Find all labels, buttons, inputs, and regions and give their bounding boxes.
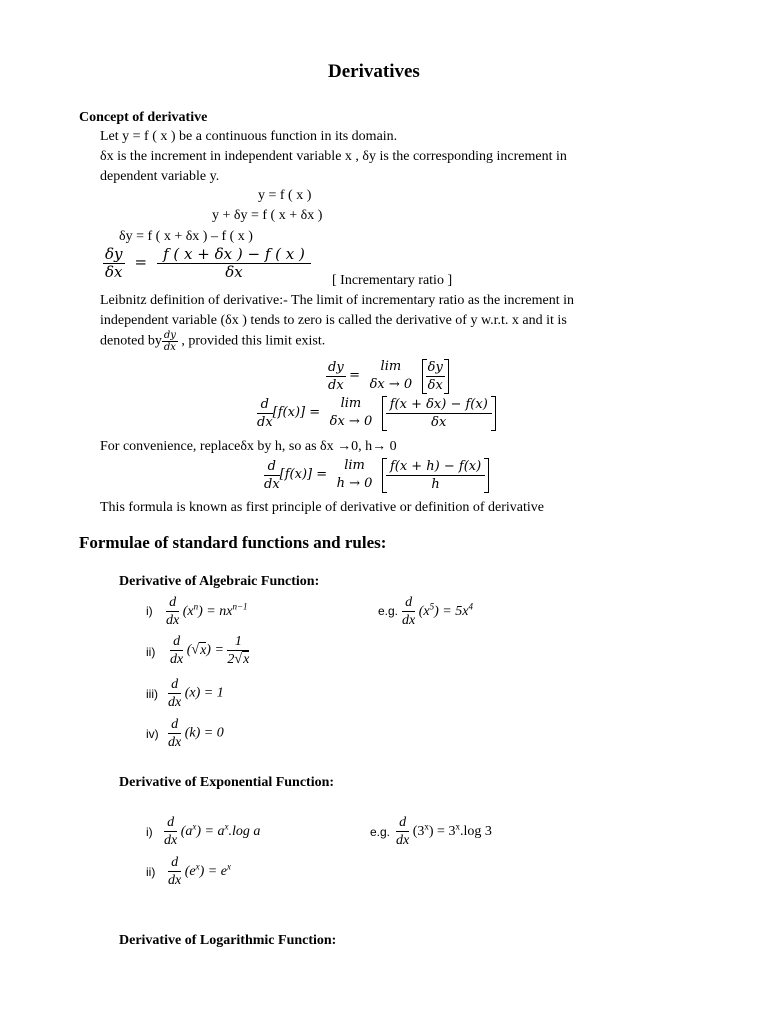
dy-dx-limit-formula: $\frac{dy}{dx}$ = lim δx → 0 $\frac{\delta y}{\delta x}$ xyxy=(326,358,449,394)
incrementary-ratio-note: [ Incrementary ratio ] xyxy=(332,273,453,288)
algebraic-label-2: ii) xyxy=(146,645,156,659)
formulae-heading: Formulae of standard functions and rules: xyxy=(79,533,387,552)
derivative-definition-h: $\frac{d}{dx}$ [f(x)] = lim h → 0 $\frac{f(x + h) - f(x)}{h}$ xyxy=(264,457,489,493)
first-principle-line: This formula is known as first principle of derivative or definition of derivative xyxy=(100,500,544,515)
algebraic-eg-label: e.g. xyxy=(378,604,399,618)
equation-1: y = f ( x ) xyxy=(258,188,312,203)
algebraic-formula-1: $\frac{d}{dx}$ $(x^n) = nx^{n-1}$ xyxy=(166,595,248,628)
concept-line-3: dependent variable y. xyxy=(100,169,220,184)
algebraic-heading: Derivative of Algebraic Function: xyxy=(119,574,320,589)
leibnitz-line-1: Leibnitz definition of derivative:- The limit of incrementary ratio as the increment in xyxy=(100,293,575,308)
concept-line-2: δx is the increment in independent variable x , δy is the corresponding increment in xyxy=(100,149,567,164)
exponential-eg-label: e.g. xyxy=(370,825,391,839)
denoted-prefix: denoted by xyxy=(100,333,162,349)
concept-heading: Concept of derivative xyxy=(79,110,208,125)
convenience-line: For convenience, replaceδx by h, so as δx →0, h→ 0 xyxy=(100,439,397,454)
exponential-formula-2: $\frac{d}{dx}$ $(e^x) = e^x$ xyxy=(168,855,231,888)
equation-2: y + δy = f ( x + δx ) xyxy=(212,208,323,223)
algebraic-formula-3: $\frac{d}{dx}$ (x) = 1 xyxy=(168,677,224,710)
page-title: Derivatives xyxy=(328,61,420,82)
derivative-definition-delta: $\frac{d}{dx}$ [f(x)] = lim δx → 0 $\frac{f(x + \delta x) - f(x)}{\delta x}$ xyxy=(257,395,496,431)
exponential-eg-formula: $\frac{d}{dx}$ $(3^x) = 3^x.\log$ 3 xyxy=(396,815,492,848)
exponential-heading: Derivative of Exponential Function: xyxy=(119,775,335,790)
exponential-formula-1: $\frac{d}{dx}$ $(a^x) = a^x.\log$ a xyxy=(164,815,261,848)
equation-3: δy = f ( x + δx ) – f ( x ) xyxy=(119,229,253,244)
algebraic-formula-4: $\frac{d}{dx}$ (k) = 0 xyxy=(168,717,224,750)
exponential-label-1: i) xyxy=(146,825,153,839)
exponential-label-2: ii) xyxy=(146,865,156,879)
leibnitz-line-2: independent variable (δx ) tends to zero is called the derivative of y w.r.t. x and it is xyxy=(100,313,567,328)
algebraic-formula-2: $\frac{d}{dx}$ (√x) = $\frac{1}{2√x}$ xyxy=(170,634,250,667)
concept-line-1: Let y = f ( x ) be a continuous function in its domain. xyxy=(100,129,398,144)
algebraic-eg-formula: $\frac{d}{dx}$ $(x^5) = 5x^4$ xyxy=(402,595,473,628)
incrementary-ratio-formula: $\frac{\delta y}{\delta x}$ = $\frac{f ( x + \delta x ) - f ( x )}{\delta x}$ xyxy=(103,246,311,281)
algebraic-label-1: i) xyxy=(146,604,153,618)
algebraic-label-3: iii) xyxy=(146,687,158,701)
denoted-line: denoted by $\frac{dy}{dx}$ , provided this limit exist. xyxy=(100,330,326,353)
denoted-suffix: , provided this limit exist. xyxy=(177,333,326,349)
algebraic-label-4: iv) xyxy=(146,727,159,741)
logarithmic-heading: Derivative of Logarithmic Function: xyxy=(119,933,337,948)
